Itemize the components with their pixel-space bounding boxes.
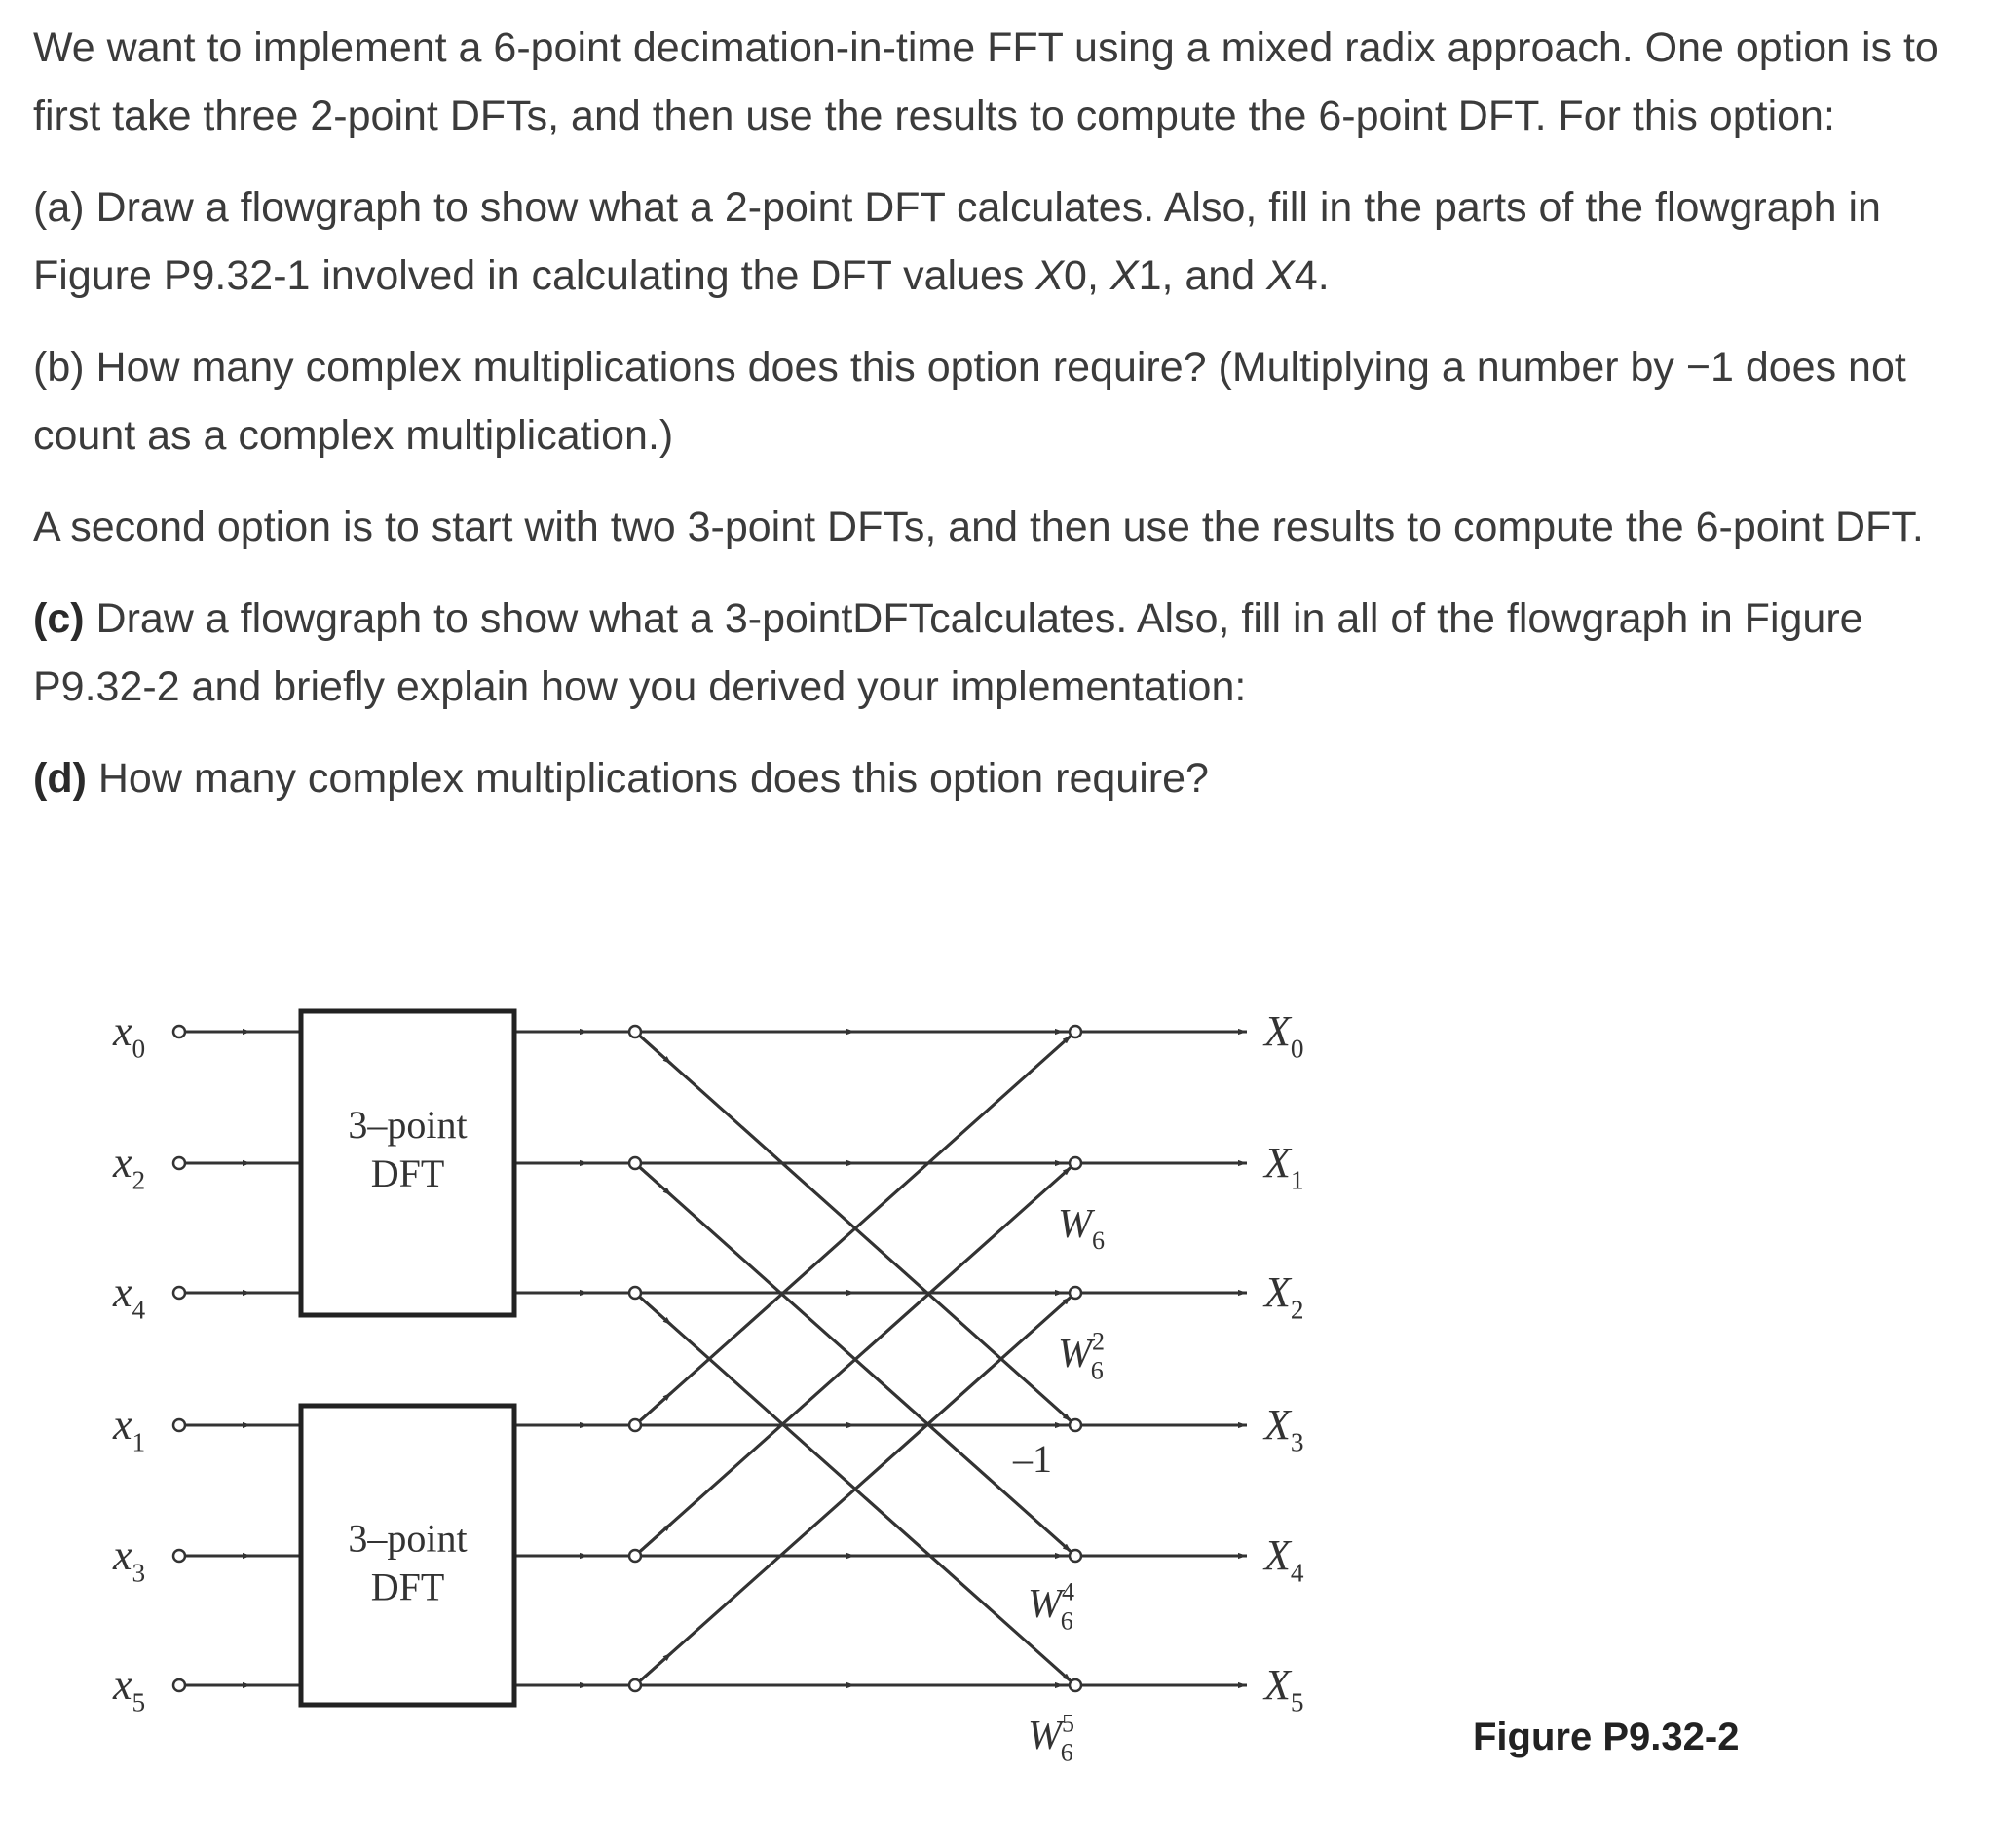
output-label-X1: $X_1$: [1264, 1139, 1304, 1195]
input-label-x1: $x_1$: [113, 1401, 146, 1457]
dft-block-label-line2: DFT: [370, 1565, 445, 1609]
input-label-x2: $x_2$: [113, 1139, 146, 1195]
cross-branch-arrow-end: [635, 1036, 1072, 1425]
part-a-x1: X: [1109, 252, 1139, 299]
input-label-x0: $x_0$: [113, 1007, 146, 1064]
butterfly-node: [629, 1550, 641, 1562]
cross-branch-arrow-end: [635, 1293, 1075, 1681]
butterfly-node: [629, 1287, 641, 1299]
butterfly-node: [629, 1157, 641, 1169]
part-a-text: Draw a flowgraph to show what a 2-point DFT calculates. Also, fill in the parts of the flowgraph in Figure P9.32-1 involved in calculating the DFT values: [33, 184, 1881, 299]
dft-block-label-line1: 3–point: [348, 1516, 468, 1561]
input-node: [173, 1550, 185, 1562]
part-c-text: Draw a flowgraph to show what a 3-pointDFTcalculates. Also, fill in all of the flowgraph in Figure P9.32-2 and briefly explain how you derived your implementation:: [33, 595, 1863, 710]
output-label-X4: $X_4$: [1264, 1531, 1304, 1588]
part-b-text: How many complex multiplications does this option require? (Multiplying a number by −1 does not count as a complex multiplication.): [33, 344, 1906, 459]
input-node: [173, 1157, 185, 1169]
intro-paragraph: We want to implement a 6-point decimation-in-time FFT using a mixed radix approach. One option is to first take three 2-point DFTs, and then use the results to compute the 6-point DFT. For this option:: [33, 24, 1938, 139]
output-node: [1070, 1287, 1081, 1299]
part-d-text: How many complex multiplications does this option require?: [97, 755, 1209, 802]
twiddle-w6: $W_6$: [1058, 1202, 1106, 1255]
input-node: [173, 1026, 185, 1037]
part-a-x4: X: [1266, 252, 1295, 299]
input-label-x4: $x_4$: [113, 1268, 146, 1325]
part-a-sep2: , and: [1161, 252, 1267, 299]
butterfly-node: [629, 1026, 641, 1037]
butterfly-node: [629, 1419, 641, 1431]
part-a-x0-index: 0: [1064, 252, 1087, 299]
part-b-tag: (b): [33, 344, 85, 391]
part-c-tag: (c): [33, 595, 85, 642]
input-node: [173, 1679, 185, 1691]
input-node: [173, 1419, 185, 1431]
twiddle-w6-4: $W^4$ 6: [1028, 1577, 1075, 1636]
input-label-x3: $x_3$: [113, 1531, 146, 1588]
output-node: [1070, 1550, 1081, 1562]
part-a-end: .: [1317, 252, 1330, 299]
figure-caption: Figure P9.32-2: [1473, 1716, 1740, 1758]
output-node: [1070, 1679, 1081, 1691]
dft-block-label-line1: 3–point: [348, 1103, 468, 1147]
output-node: [1070, 1419, 1081, 1431]
twiddle-minus-one: –1: [1013, 1437, 1052, 1481]
cross-branch-arrow-end: [635, 1297, 1075, 1685]
output-label-X0: $X_0$: [1264, 1007, 1304, 1064]
part-a-tag: (a): [33, 184, 85, 231]
twiddle-w6-5: $W^5$ 6: [1028, 1709, 1075, 1767]
output-label-X5: $X_5$: [1264, 1661, 1304, 1717]
twiddle-w6-2: $W^2$ 6: [1058, 1327, 1106, 1385]
cross-branch-arrow-end: [635, 1163, 1072, 1552]
input-node: [173, 1287, 185, 1299]
output-node: [1070, 1157, 1081, 1169]
second-option-paragraph: A second option is to start with two 3-point DFTs, and then use the results to compute the 6-point DFT.: [33, 504, 1924, 550]
part-a-x1-index: 1: [1138, 252, 1162, 299]
part-a-x4-index: 4: [1294, 252, 1318, 299]
butterfly-node: [629, 1679, 641, 1691]
dft-block-label-line2: DFT: [370, 1151, 445, 1195]
output-label-X2: $X_2$: [1264, 1268, 1304, 1325]
part-d-tag: (d): [33, 755, 87, 802]
output-label-X3: $X_3$: [1264, 1401, 1304, 1457]
part-a-sep1: ,: [1086, 252, 1110, 299]
part-a-x0: X: [1035, 252, 1065, 299]
input-label-x5: $x_5$: [113, 1661, 146, 1717]
output-node: [1070, 1026, 1081, 1037]
